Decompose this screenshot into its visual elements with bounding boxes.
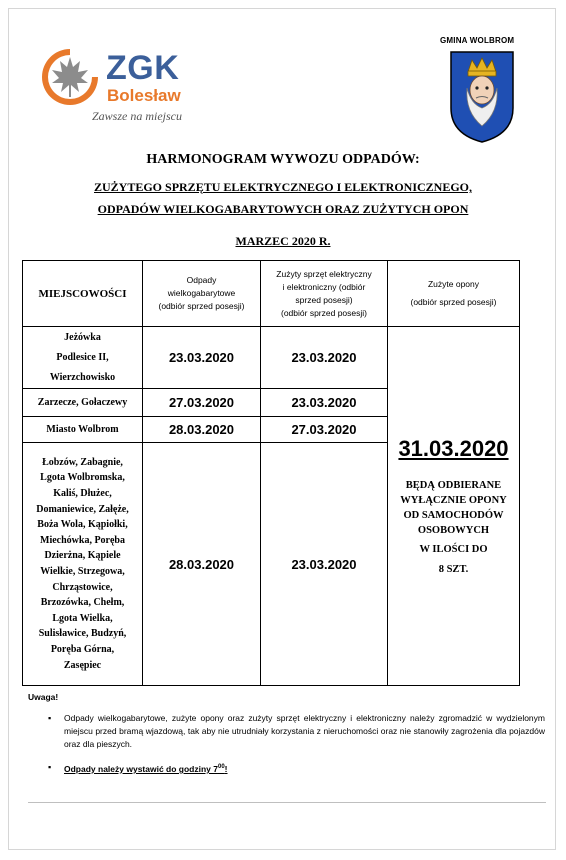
- bulky-date: 28.03.2020: [143, 443, 261, 686]
- table-row: [23, 327, 520, 389]
- note-item: ▪ Odpady należy wystawić do godziny $7^{00}$!: [48, 761, 545, 776]
- notes-heading: Uwaga!: [28, 692, 59, 702]
- electro-date: 23.03.2020: [261, 327, 388, 389]
- notes-list: [48, 712, 545, 776]
- gmina-label: GMINA WOLBROM: [440, 36, 515, 45]
- logo-subname: Bolesław: [107, 86, 181, 105]
- bulky-date: 23.03.2020: [143, 327, 261, 389]
- schedule-subtitle-2: ODPADÓW WIELKOGABARYTOWYCH ORAZ ZUŻYTYCH OPON: [97, 202, 469, 216]
- electro-date: 27.03.2020: [261, 417, 388, 443]
- bottom-divider: [28, 802, 546, 803]
- schedule-table: [22, 260, 520, 686]
- header-used-tyres: Zużyte opony (odbiór sprzed posesji): [388, 261, 520, 327]
- note-item: ▪ Odpady wielkogabarytowe, zużyte opony oraz zużyty sprzęt elektryczny i elektroniczny należy zgromadzić w wydzielonym miejscu przed bramą wjazdową, tak aby nie utrudniały korzystania z nieruchomości oraz nie stanowiły zagrożenia dla pojazdów oraz dla pieszych.: [48, 712, 545, 751]
- row-locations: Jeżówka Podlesice II, Wierzchowisko: [23, 327, 143, 389]
- electro-date: 23.03.2020: [261, 443, 388, 686]
- electro-date: 23.03.2020: [261, 389, 388, 417]
- row-locations: Miasto Wolbrom: [23, 417, 143, 443]
- row-locations: Łobzów, Zabagnie, Lgota Wolbromska, Kaliś, Dłużec, Domaniewice, Załęże, Boża Wola, Kąpiołki, Miechówka, Poręba Dzierżna, Kąpiele Wielkie, Strzegowa, Chrząstowice, Brzozówka, Chełm, Lgota Wielka, Sulisławice, Budzyń, Poręba Górna, Zasępiec: [23, 443, 143, 686]
- header-electronic-equipment: Zużyty sprzęt elektryczny i elektroniczny (odbiór sprzed posesji) (odbiór sprzed posesji): [261, 261, 388, 327]
- bulky-date: 27.03.2020: [143, 389, 261, 417]
- tyres-note: BĘDĄ ODBIERANE WYŁĄCZNIE OPONY OD SAMOCHODÓW OSOBOWYCH W ILOŚCI DO 8 SZT.: [400, 479, 507, 575]
- tyres-cell: [388, 327, 520, 686]
- logo-name: ZGK: [106, 49, 180, 87]
- schedule-subtitle-1: ZUŻYTEGO SPRZĘTU ELEKTRYCZNEGO I ELEKTRONICZNEGO,: [94, 180, 472, 194]
- coat-of-arms-icon: [449, 50, 515, 144]
- schedule-month: MARZEC 2020 R.: [235, 234, 331, 248]
- header-locations: MIEJSCOWOŚCI: [23, 261, 143, 327]
- tyres-date: 31.03.2020: [398, 435, 509, 461]
- zgk-logo: [38, 45, 198, 130]
- schedule-title: HARMONOGRAM WYWOZU ODPADÓW:: [146, 152, 420, 167]
- row-locations: Zarzecze, Gołaczewy: [23, 389, 143, 417]
- header-bulky-waste: Odpady wielkogabarytowe (odbiór sprzed posesji): [143, 261, 261, 327]
- bulky-date: 28.03.2020: [143, 417, 261, 443]
- table-header-row: [23, 261, 520, 327]
- logo-tagline: Zawsze na miejscu: [92, 109, 182, 123]
- maple-leaf-logo-icon: [38, 45, 102, 109]
